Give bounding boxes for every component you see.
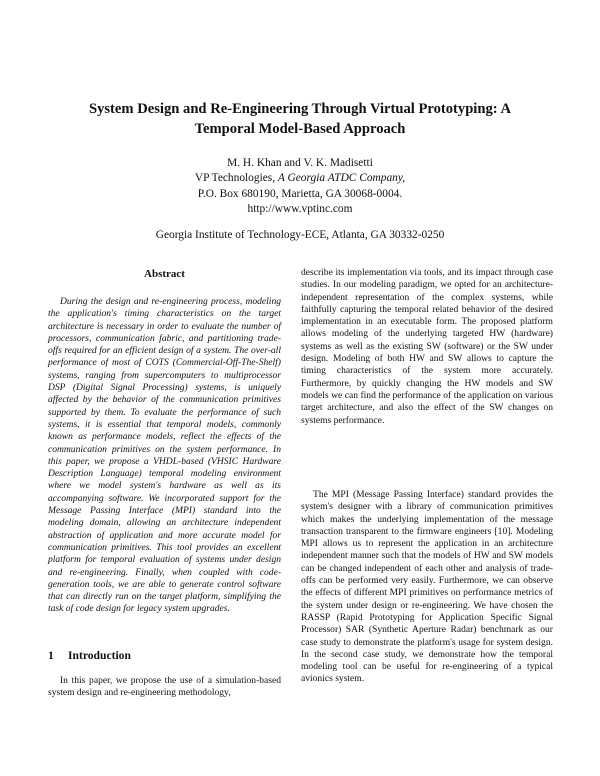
abstract-text: During the design and re-engineering process, modeling the application's timing characteristics on the target architecture is necessary in order to evaluate the number of processors, communication fabric, and partitioning trade-offs required for an efficient design of a system. The over-all performance of most of COTS (Commercial-Off-The-Shelf) systems, ranging from supercomputers to multiprocessor DSP (Digital Signal Processing) systems, is uniquely affected by the behavior of the communication primitives supported by them. To evaluate the performance of such systems, it is essential that temporal models, commonly known as performance models, reflect the effects of the communication primitives on the system performance. In this paper, we propose a VHDL-based (VHSIC Hardware Description Language) temporal modeling environment where we model system's hardware as well as its accompanying software. We incorporated support for the Message Passing Interface (MPI) standard into the modeling domain, allowing an architecture independent abstraction of application and more accurate model for communication primitives. This tool provides an excellent platform for temporal evaluation of systems under design and re-engineering. Finally, when coupled with code-generation tools, we are able to generate control software that can directly run on the target platform, simplifying the task of code design for legacy system upgrades. (48, 296, 281, 615)
introduction-paragraph: In this paper, we propose the use of a simulation-based system design and re-engineering methodology, (48, 675, 281, 699)
right-column-paragraph-2: The MPI (Message Passing Interface) standard provides the system's designer with a library of communication primitives which makes the underlying implementation of the message transaction transparent to the firmware engineers [10]. Modeling MPI allows us to represent the application in an architecture independent manner such that the models of HW and SW models can be changed independent of each other and analysis of trade-offs can be performed very easily. Furthermore, we can observe the effects of different MPI primitives on performance metrics of the system under design or re-engineering. We have chosen the RASSP (Rapid Prototyping for Application Specific Signal Processor) SAR (Synthetic Aperture Radar) benchmark as our case study to demonstrate the platform's usage for system design. In the second case study, we demonstrate how the temporal modeling tool can be useful for re-engineering of a typical avionics system. (301, 489, 553, 685)
affiliation-university: Georgia Institute of Technology-ECE, Atlanta, GA 30332-0250 (155, 229, 445, 241)
section-heading-introduction (48, 649, 131, 662)
abstract-heading: Abstract (144, 268, 185, 280)
title-line-2: Temporal Model-Based Approach (194, 121, 406, 137)
affiliation-address: P.O. Box 680190, Marietta, GA 30068-0004. (197, 187, 403, 200)
affiliation-url: http://www.vptinc.com (247, 202, 353, 215)
affiliation-org-italic: A Georgia ATDC Company, (277, 172, 406, 185)
section-number: 1 (48, 649, 54, 662)
right-column-paragraph-1: describe its implementation via tools, and its impact through case studies. In our modeling paradigm, we opted for an architecture-independent representation of the complex systems, while faithfully capturing the temporal related behavior of the desired implementation in an executable form. The proposed platform allows modeling of the underlying targeted HW (hardware) systems as well as the existing SW (software) or the SW under design. Modeling of both HW and SW allows to capture the timing characteristics of the system more accurately. Furthermore, by quickly changing the HW models and SW models we can find the performance of the application on various target architecture, and also the effect of the SW changes on systems performance. (301, 267, 553, 426)
author-block (30, 156, 570, 217)
paper-title (30, 99, 570, 139)
author-names: M. H. Khan and V. K. Madisetti (227, 157, 373, 169)
section-title: Introduction (68, 649, 131, 662)
affiliation-company (30, 171, 570, 186)
affiliation-org: VP Technologies, (194, 172, 278, 185)
title-line-1: System Design and Re-Engineering Through Virtual Prototyping: A (88, 101, 512, 117)
